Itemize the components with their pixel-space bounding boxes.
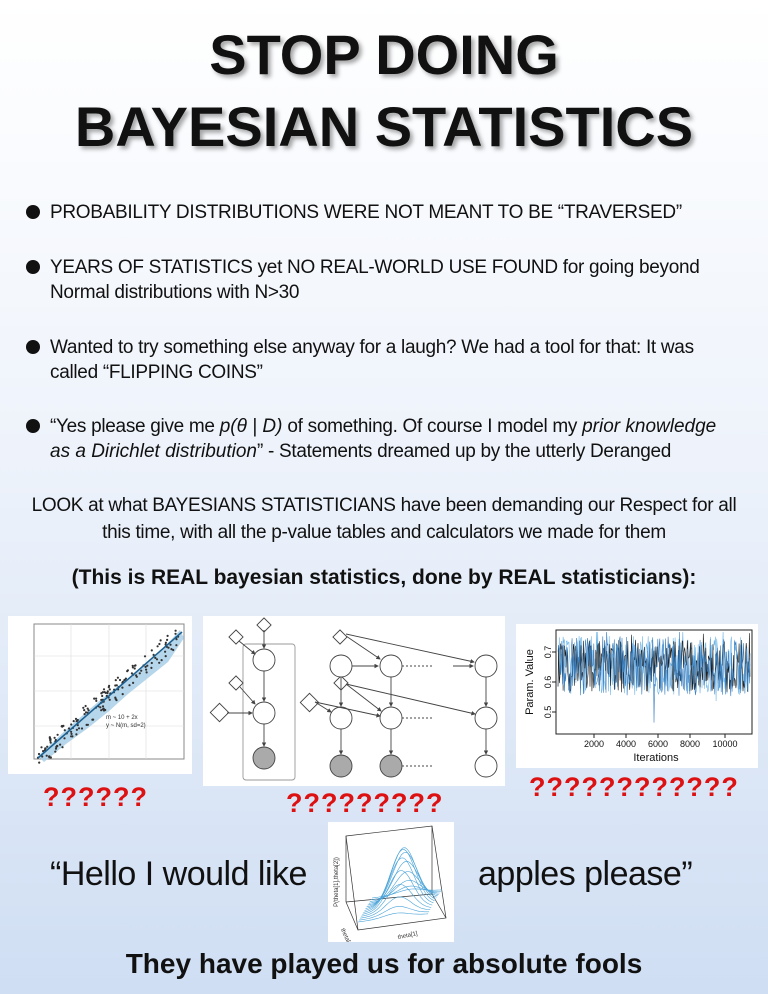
trace-ylabel: Param. Value (524, 649, 536, 715)
scatter-point (100, 699, 102, 701)
scatter-point (56, 745, 58, 747)
graphical-model-diagram (203, 616, 505, 786)
scatter-point (175, 630, 177, 632)
scatter-point (61, 746, 63, 748)
scatter-point (102, 708, 104, 710)
scatter-point (122, 693, 124, 695)
scatter-point (167, 635, 169, 637)
scatter-point (128, 684, 130, 686)
scatter-point (158, 643, 160, 645)
scatter-point (85, 705, 87, 707)
scatter-point (81, 727, 83, 729)
real-caption: (This is REAL bayesian statistics, done by REAL statisticians): (71, 566, 697, 589)
bullet-dot-icon (26, 260, 40, 274)
graphical-model-figure (203, 616, 505, 786)
scatter-point (77, 719, 79, 721)
scatter-point (82, 707, 84, 709)
surface-zlabel: P(theta[1],theta[2]) (334, 857, 340, 907)
scatter-point (115, 679, 117, 681)
look-paragraph (0, 492, 768, 546)
scatter-point (146, 671, 148, 673)
scatter-point (136, 676, 138, 678)
trace-ytick-2: 0.7 (543, 645, 553, 659)
scatter-point (108, 686, 110, 688)
scatter-point (134, 664, 136, 666)
trace-xtick-1: 4000 (615, 739, 637, 749)
scatter-point (83, 709, 85, 711)
scatter-point (175, 644, 177, 646)
trace-figure (516, 624, 758, 768)
scatter-point (49, 738, 51, 740)
scatter-point (87, 724, 89, 726)
trace-xlabel: Iterations (633, 752, 679, 764)
scatter-point (38, 753, 40, 755)
footer-text: They have played us for absolute fools (125, 948, 643, 979)
surface-plot (328, 822, 454, 942)
regression-figure (8, 616, 192, 774)
scatter-point (46, 746, 48, 748)
hello-right-text: apples please” (478, 855, 693, 893)
scatter-point (117, 677, 119, 679)
bullet-3 (26, 335, 694, 385)
scatter-point (150, 667, 152, 669)
question-marks-2: ????????? (286, 788, 444, 818)
scatter-point (59, 744, 61, 746)
scatter-point (102, 705, 104, 707)
scatter-point (166, 639, 168, 641)
trace-xtick-4: 10000 (712, 739, 738, 749)
question-marks-1: ?????? (43, 782, 148, 812)
scatter-point (145, 669, 147, 671)
scatter-point (73, 720, 75, 722)
bullet-4-italic-1: prior knowledge (582, 416, 717, 437)
scatter-point (156, 658, 158, 660)
scatter-point (76, 729, 78, 731)
scatter-point (109, 699, 111, 701)
trace-xtick-3: 8000 (679, 739, 701, 749)
trace-ytick-1: 0.6 (543, 675, 553, 689)
scatter-point (170, 648, 172, 650)
scatter-point (115, 699, 117, 701)
scatter-point (104, 691, 106, 693)
trace-ytick-0: 0.5 (543, 705, 553, 719)
scatter-point (160, 639, 162, 641)
surface-xlabel: theta[1] (397, 931, 419, 942)
scatter-point (114, 684, 116, 686)
scatter-point (70, 733, 72, 735)
scatter-point (158, 662, 160, 664)
regression-legend-1: m ~ 10 + 2x (106, 715, 138, 721)
surface-figure (328, 822, 454, 942)
scatter-point (46, 755, 48, 757)
scatter-point (78, 727, 80, 729)
scatter-point (91, 719, 93, 721)
hello-left-text: “Hello I would like (50, 855, 307, 893)
regression-plot (8, 616, 192, 774)
bullet-4-formula: p(θ | D) (219, 416, 283, 437)
bullet-2 (26, 255, 700, 305)
scatter-point (38, 762, 40, 764)
scatter-point (70, 723, 72, 725)
bullet-2-line1: YEARS OF STATISTICS yet NO REAL-WORLD USE FOUND for going beyond (50, 257, 700, 278)
scatter-point (174, 633, 176, 635)
bullet-1 (26, 200, 682, 225)
scatter-point (103, 688, 105, 690)
bullet-3-line2: called “FLIPPING COINS” (50, 362, 263, 383)
title-line-1: STOP DOING (209, 23, 559, 86)
scatter-point (132, 666, 134, 668)
bullet-4-part6: ” - Statements dreamed up by the utterly Deranged (256, 441, 672, 462)
scatter-point (144, 655, 146, 657)
scatter-point (101, 695, 103, 697)
trace-plot (516, 624, 758, 768)
scatter-point (151, 649, 153, 651)
scatter-point (169, 644, 171, 646)
scatter-point (48, 756, 50, 758)
bullet-4-italic-2: as a Dirichlet distribution (50, 441, 257, 462)
scatter-point (95, 700, 97, 702)
scatter-point (95, 698, 97, 700)
trace-xtick-2: 6000 (647, 739, 669, 749)
scatter-point (145, 666, 147, 668)
scatter-point (125, 678, 127, 680)
scatter-point (109, 688, 111, 690)
scatter-point (93, 698, 95, 700)
scatter-point (61, 725, 63, 727)
bullet-dot-icon (26, 205, 40, 219)
scatter-point (106, 692, 108, 694)
bullet-3-line1: Wanted to try something else anyway for a laugh? We had a tool for that: It was (50, 337, 694, 358)
scatter-point (99, 706, 101, 708)
bullet-4-part1: “Yes please give me (50, 416, 220, 437)
scatter-point (84, 713, 86, 715)
scatter-point (70, 735, 72, 737)
scatter-point (139, 672, 141, 674)
scatter-point (154, 657, 156, 659)
question-marks-3: ???????????? (529, 772, 739, 802)
scatter-point (57, 734, 59, 736)
look-line1: LOOK at what BAYESIANS STATISTICIANS have been demanding our Respect for all (31, 495, 737, 516)
surface-mesh-line (365, 850, 435, 911)
scatter-point (54, 751, 56, 753)
scatter-point (140, 670, 142, 672)
scatter-point (151, 662, 153, 664)
scatter-point (165, 642, 167, 644)
scatter-point (63, 737, 65, 739)
scatter-point (157, 645, 159, 647)
title-line-2: BAYESIAN STATISTICS (74, 95, 694, 158)
scatter-point (44, 747, 46, 749)
bullet-1-text: PROBABILITY DISTRIBUTIONS WERE NOT MEANT TO BE “TRAVERSED” (50, 202, 682, 223)
scatter-point (119, 679, 121, 681)
scatter-point (100, 692, 102, 694)
regression-legend-2: y ~ N(m, sd=2) (106, 723, 146, 729)
bullet-4 (26, 414, 716, 464)
scatter-point (126, 670, 128, 672)
surface-ylabel: theta[2] (338, 927, 353, 942)
surface-mesh-line (371, 886, 441, 900)
scatter-point (50, 742, 52, 744)
bullet-4-part3: of something. Of course I model my (282, 416, 583, 437)
scatter-point (40, 746, 42, 748)
bullet-dot-icon (26, 419, 40, 433)
scatter-point (70, 731, 72, 733)
look-line2: this time, with all the p-value tables and calculators we made for them (102, 522, 666, 543)
scatter-point (54, 737, 56, 739)
scatter-point (75, 733, 77, 735)
scatter-point (165, 655, 167, 657)
scatter-point (132, 682, 134, 684)
bullet-dot-icon (26, 340, 40, 354)
scatter-point (104, 709, 106, 711)
scatter-point (85, 711, 87, 713)
bullet-2-line2: Normal distributions with N>30 (50, 282, 300, 303)
trace-xtick-0: 2000 (583, 739, 605, 749)
scatter-point (161, 659, 163, 661)
scatter-point (87, 708, 89, 710)
scatter-point (164, 651, 166, 653)
scatter-point (64, 729, 66, 731)
scatter-point (121, 687, 123, 689)
